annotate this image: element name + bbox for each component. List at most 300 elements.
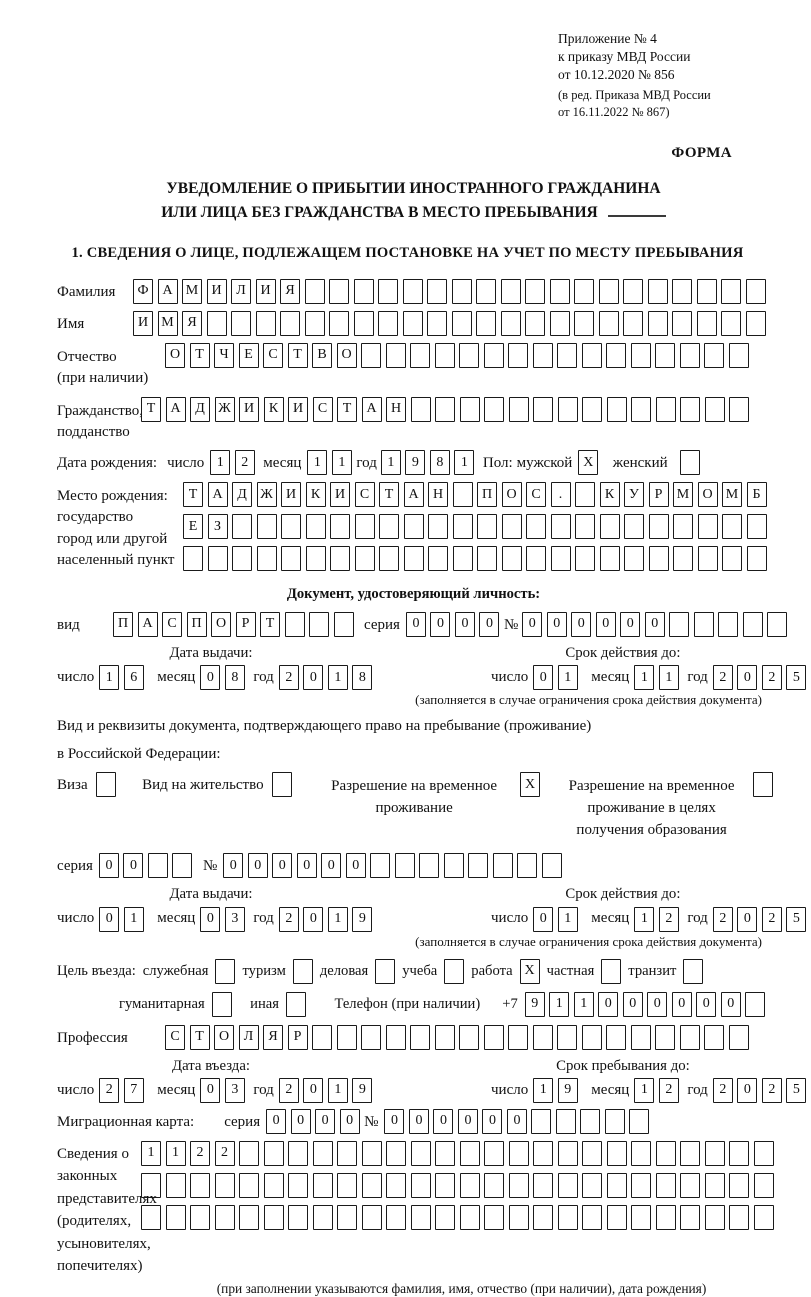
char-box xyxy=(649,514,669,539)
char-box: П xyxy=(187,612,207,637)
char-box: 0 xyxy=(647,992,667,1017)
char-box xyxy=(378,279,398,304)
char-box: 0 xyxy=(458,1109,478,1134)
char-box: Т xyxy=(190,1025,210,1050)
char-box: Е xyxy=(239,343,259,368)
month-label: месяц xyxy=(263,455,302,472)
birthplace-label-line4: населенный пункт xyxy=(57,551,175,568)
char-box xyxy=(721,279,741,304)
char-box xyxy=(280,311,300,336)
day-label: число xyxy=(57,1081,95,1098)
char-box: 1 xyxy=(549,992,569,1017)
char-box: Р xyxy=(236,612,256,637)
residence-valid-year-boxes xyxy=(713,907,811,932)
purpose-study-checkbox xyxy=(444,959,464,984)
char-box xyxy=(533,397,553,422)
char-box: 1 xyxy=(328,1078,348,1103)
char-box xyxy=(329,311,349,336)
char-box xyxy=(460,1173,480,1198)
char-box xyxy=(312,1025,332,1050)
identity-doc-heading: Документ, удостоверяющий личность: xyxy=(286,586,541,603)
char-box: 1 xyxy=(558,665,578,690)
char-box xyxy=(435,1205,455,1230)
char-box xyxy=(574,311,594,336)
char-box xyxy=(355,546,375,571)
char-box xyxy=(607,1141,627,1166)
char-box xyxy=(256,311,276,336)
char-box: 1 xyxy=(99,665,119,690)
char-box xyxy=(680,1025,700,1050)
char-box: 3 xyxy=(225,907,245,932)
purpose-private-checkbox xyxy=(601,959,621,984)
month-label: месяц xyxy=(157,910,196,927)
patronymic-boxes xyxy=(165,343,753,368)
stay-until-group xyxy=(425,1057,811,1103)
char-box xyxy=(655,343,675,368)
visa-check-item xyxy=(57,772,120,797)
char-box xyxy=(558,1141,578,1166)
char-box xyxy=(239,1173,259,1198)
char-box: 3 xyxy=(225,1078,245,1103)
char-box: П xyxy=(477,482,497,507)
issue-date-header: Дата выдачи: xyxy=(169,645,253,662)
char-box: 1 xyxy=(574,992,594,1017)
char-box: Ж xyxy=(215,397,235,422)
migration-card-row xyxy=(57,1109,770,1134)
char-box: 0 xyxy=(99,853,119,878)
identity-issue-group xyxy=(57,644,425,690)
residence-doc-section xyxy=(57,717,770,764)
char-box xyxy=(526,514,546,539)
char-box xyxy=(605,1109,625,1134)
char-box: И xyxy=(256,279,276,304)
char-box xyxy=(452,279,472,304)
char-box: 1 xyxy=(454,450,474,475)
char-box: 0 xyxy=(99,907,119,932)
temp-permit-edu-label: Разрешение на временное проживание в целях получения образования xyxy=(568,778,735,838)
char-box xyxy=(428,514,448,539)
char-box xyxy=(386,1025,406,1050)
char-box xyxy=(306,514,326,539)
char-box: И xyxy=(239,397,259,422)
char-box xyxy=(378,311,398,336)
char-box xyxy=(680,397,700,422)
char-box xyxy=(428,546,448,571)
citizenship-boxes xyxy=(141,397,754,422)
char-box xyxy=(533,1025,553,1050)
section1-heading: 1. СВЕДЕНИЯ О ЛИЦЕ, ПОДЛЕЖАЩЕМ ПОСТАНОВКЕ НА УЧЕТ ПО МЕСТУ ПРЕБЫВАНИЯ xyxy=(71,244,744,261)
char-box xyxy=(705,1173,725,1198)
appendix-line: от 10.12.2020 № 856 xyxy=(558,66,675,82)
char-box xyxy=(459,1025,479,1050)
char-box xyxy=(656,1173,676,1198)
char-box xyxy=(215,1205,235,1230)
char-box xyxy=(362,1173,382,1198)
representatives-boxes-block xyxy=(141,1141,778,1278)
char-box xyxy=(623,279,643,304)
char-box: Ф xyxy=(133,279,153,304)
char-box: . xyxy=(551,482,571,507)
char-box xyxy=(232,546,252,571)
char-box xyxy=(531,1109,551,1134)
number-sign: № xyxy=(202,858,218,875)
citizenship-label-line2: подданство xyxy=(57,423,130,440)
char-box xyxy=(427,311,447,336)
char-box: Ж xyxy=(257,482,277,507)
char-box xyxy=(272,772,292,797)
char-box xyxy=(631,343,651,368)
char-box xyxy=(435,1173,455,1198)
purpose-business-checkbox xyxy=(375,959,395,984)
birthplace-boxes-row2 xyxy=(183,514,771,539)
representatives-label-line: Сведения о xyxy=(57,1145,129,1162)
visa-checkbox xyxy=(96,772,121,797)
char-box xyxy=(215,1173,235,1198)
char-box xyxy=(508,1025,528,1050)
year-label: год xyxy=(253,910,274,927)
char-box: 2 xyxy=(235,450,255,475)
identity-valid-month-boxes xyxy=(634,665,683,690)
series-label: серия xyxy=(57,858,93,875)
char-box xyxy=(370,853,390,878)
char-box: 0 xyxy=(598,992,618,1017)
char-box xyxy=(743,612,763,637)
char-box xyxy=(288,1141,308,1166)
char-box xyxy=(330,546,350,571)
char-box xyxy=(747,514,767,539)
char-box xyxy=(281,514,301,539)
month-label: месяц xyxy=(157,669,196,686)
purpose-option-label: деловая xyxy=(319,962,369,979)
male-checkbox xyxy=(578,450,603,475)
char-box xyxy=(697,279,717,304)
char-box xyxy=(493,853,513,878)
doc-number-sign: № xyxy=(503,617,519,634)
char-box: И xyxy=(281,482,301,507)
char-box: И xyxy=(207,279,227,304)
char-box xyxy=(313,1173,333,1198)
residence-issue-month-boxes xyxy=(200,907,249,932)
char-box: И xyxy=(288,397,308,422)
purpose-option-label: частная xyxy=(546,962,595,979)
char-box: С xyxy=(526,482,546,507)
char-box xyxy=(306,546,326,571)
char-box xyxy=(533,343,553,368)
char-box xyxy=(411,1205,431,1230)
char-box: 9 xyxy=(525,992,545,1017)
char-box xyxy=(313,1205,333,1230)
entry-date-header: Дата въезда: xyxy=(172,1057,250,1074)
char-box: 0 xyxy=(303,907,323,932)
char-box xyxy=(767,612,787,637)
char-box xyxy=(624,546,644,571)
char-box xyxy=(721,311,741,336)
char-box: Р xyxy=(649,482,669,507)
char-box xyxy=(747,546,767,571)
surname-row xyxy=(57,279,770,304)
temp-permit-checkbox xyxy=(520,772,545,797)
char-box xyxy=(207,311,227,336)
char-box: 0 xyxy=(433,1109,453,1134)
char-box xyxy=(435,343,455,368)
char-box: В xyxy=(312,343,332,368)
char-box xyxy=(232,514,252,539)
char-box xyxy=(190,1173,210,1198)
char-box xyxy=(288,1173,308,1198)
citizenship-label-line1: Гражданство, xyxy=(57,402,144,419)
char-box xyxy=(607,397,627,422)
char-box xyxy=(580,1109,600,1134)
char-box: 0 xyxy=(291,1109,311,1134)
residence-series-boxes xyxy=(99,853,197,878)
char-box xyxy=(600,546,620,571)
doc-number-boxes xyxy=(522,612,792,637)
char-box: 0 xyxy=(315,1109,335,1134)
temp-permit-edu-checkbox xyxy=(753,772,778,797)
char-box: 1 xyxy=(210,450,230,475)
char-box: 2 xyxy=(279,1078,299,1103)
birthplace-label-line1: Место рождения: xyxy=(57,488,168,505)
number-sign: № xyxy=(364,1113,379,1130)
representatives-note: (при заполнении указываются фамилия, имя, отчество (при наличии), дата рождения) xyxy=(216,1280,707,1296)
purpose-label: Цель въезда: xyxy=(57,962,136,979)
char-box xyxy=(582,1025,602,1050)
char-box xyxy=(313,1141,333,1166)
residence-valid-month-boxes xyxy=(634,907,683,932)
residence-valid-day-boxes xyxy=(533,907,582,932)
char-box xyxy=(141,1205,161,1230)
citizenship-row xyxy=(57,397,770,444)
purpose-option-label: транзит xyxy=(628,962,677,979)
month-label: месяц xyxy=(591,910,630,927)
char-box xyxy=(484,1173,504,1198)
char-box xyxy=(362,1141,382,1166)
char-box xyxy=(525,279,545,304)
char-box xyxy=(484,1141,504,1166)
char-box xyxy=(672,279,692,304)
char-box: 2 xyxy=(762,665,782,690)
char-box: К xyxy=(264,397,284,422)
valid-until-header: Срок действия до: xyxy=(565,645,681,662)
char-box: 0 xyxy=(409,1109,429,1134)
doc-series-boxes xyxy=(406,612,504,637)
char-box: О xyxy=(698,482,718,507)
char-box xyxy=(631,1025,651,1050)
char-box xyxy=(533,1173,553,1198)
purpose-tourism-checkbox xyxy=(293,959,313,984)
validity-note: (заполняется в случае ограничения срока действия документа) xyxy=(415,933,762,949)
char-box xyxy=(476,311,496,336)
char-box: 9 xyxy=(352,1078,372,1103)
char-box: 2 xyxy=(279,907,299,932)
doc-type-label: вид xyxy=(57,617,80,634)
representatives-label-line: (родителях, xyxy=(57,1213,132,1230)
phone-prefix: +7 xyxy=(502,995,518,1012)
char-box: 0 xyxy=(533,907,553,932)
stay-month-boxes xyxy=(634,1078,683,1103)
char-box xyxy=(386,1205,406,1230)
birth-month-boxes xyxy=(307,450,356,475)
char-box: 0 xyxy=(321,853,341,878)
day-label: число xyxy=(57,669,95,686)
char-box: С xyxy=(162,612,182,637)
entry-year-boxes xyxy=(279,1078,377,1103)
representatives-boxes-row3 xyxy=(141,1205,778,1230)
char-box xyxy=(215,959,235,984)
residence-doc-dates xyxy=(57,885,800,931)
birthplace-boxes-row1 xyxy=(183,482,771,507)
char-box: 0 xyxy=(430,612,450,637)
char-box xyxy=(575,514,595,539)
char-box: X xyxy=(578,450,598,475)
char-box xyxy=(655,1025,675,1050)
char-box xyxy=(722,514,742,539)
migration-series-boxes xyxy=(266,1109,364,1134)
char-box: 1 xyxy=(634,907,654,932)
char-box xyxy=(208,546,228,571)
char-box xyxy=(533,1205,553,1230)
char-box xyxy=(386,1173,406,1198)
residence-valid-group xyxy=(425,885,811,931)
char-box xyxy=(361,343,381,368)
char-box xyxy=(476,279,496,304)
char-box xyxy=(453,546,473,571)
char-box xyxy=(517,853,537,878)
char-box xyxy=(484,397,504,422)
char-box: 0 xyxy=(346,853,366,878)
char-box xyxy=(411,1173,431,1198)
char-box: Т xyxy=(183,482,203,507)
profession-row xyxy=(57,1025,770,1050)
char-box xyxy=(607,1205,627,1230)
char-box xyxy=(239,1141,259,1166)
char-box: 0 xyxy=(303,1078,323,1103)
char-box: 1 xyxy=(659,665,679,690)
residence-doc-line1: Вид и реквизиты документа, подтверждающего право на пребывание (проживание) xyxy=(57,718,592,735)
char-box xyxy=(231,311,251,336)
char-box xyxy=(355,514,375,539)
char-box: Л xyxy=(231,279,251,304)
visa-label: Виза xyxy=(57,777,88,794)
char-box xyxy=(329,279,349,304)
patronymic-label xyxy=(57,343,165,390)
residence-doc-line2: в Российской Федерации: xyxy=(57,745,221,762)
char-box: 1 xyxy=(332,450,352,475)
form-marker: ФОРМА xyxy=(671,144,732,161)
char-box xyxy=(501,311,521,336)
char-box xyxy=(606,343,626,368)
birthdate-row xyxy=(57,450,770,475)
purpose-option-label: туризм xyxy=(242,962,286,979)
char-box: С xyxy=(165,1025,185,1050)
char-box: Я xyxy=(263,1025,283,1050)
char-box xyxy=(631,1205,651,1230)
char-box xyxy=(403,311,423,336)
year-label: год xyxy=(687,910,708,927)
char-box: 1 xyxy=(141,1141,161,1166)
char-box xyxy=(502,514,522,539)
char-box xyxy=(509,397,529,422)
char-box: 0 xyxy=(737,907,757,932)
char-box xyxy=(683,959,703,984)
char-box xyxy=(601,959,621,984)
char-box xyxy=(745,992,765,1017)
char-box xyxy=(648,279,668,304)
char-box: А xyxy=(362,397,382,422)
char-box: 1 xyxy=(634,1078,654,1103)
female-label: женский xyxy=(612,455,668,472)
char-box: У xyxy=(624,482,644,507)
char-box xyxy=(183,546,203,571)
representatives-label-line: усыновителях, xyxy=(57,1235,151,1252)
residence-number-boxes xyxy=(223,853,566,878)
char-box xyxy=(680,1173,700,1198)
char-box xyxy=(337,1025,357,1050)
char-box: 0 xyxy=(303,665,323,690)
birthplace-boxes-block xyxy=(183,482,771,578)
char-box: Я xyxy=(280,279,300,304)
char-box xyxy=(672,311,692,336)
appendix-line: к приказу МВД России xyxy=(558,48,691,64)
char-box: 0 xyxy=(623,992,643,1017)
representatives-row xyxy=(57,1141,770,1278)
char-box: А xyxy=(208,482,228,507)
char-box: 2 xyxy=(713,1078,733,1103)
validity-note: (заполняется в случае ограничения срока действия документа) xyxy=(415,692,762,708)
char-box xyxy=(435,1025,455,1050)
char-box xyxy=(542,853,562,878)
name-label: Имя xyxy=(57,315,85,332)
char-box xyxy=(558,1173,578,1198)
valid-until-header: Срок действия до: xyxy=(565,886,681,903)
char-box: П xyxy=(113,612,133,637)
char-box xyxy=(459,343,479,368)
char-box xyxy=(257,546,277,571)
char-box xyxy=(673,546,693,571)
temp-permit-check-item xyxy=(316,772,545,820)
char-box xyxy=(754,1205,774,1230)
char-box: 0 xyxy=(455,612,475,637)
char-box xyxy=(558,1205,578,1230)
char-box xyxy=(631,397,651,422)
char-box xyxy=(410,1025,430,1050)
char-box: 0 xyxy=(571,612,591,637)
char-box xyxy=(680,343,700,368)
char-box xyxy=(141,1173,161,1198)
char-box xyxy=(419,853,439,878)
identity-valid-year-boxes xyxy=(713,665,811,690)
char-box: 0 xyxy=(620,612,640,637)
char-box xyxy=(285,612,305,637)
char-box: 6 xyxy=(124,665,144,690)
year-label: год xyxy=(253,1081,274,1098)
char-box: 0 xyxy=(721,992,741,1017)
char-box xyxy=(502,546,522,571)
char-box xyxy=(477,546,497,571)
char-box xyxy=(337,1173,357,1198)
char-box xyxy=(435,397,455,422)
birthplace-label xyxy=(57,482,183,571)
char-box xyxy=(375,959,395,984)
char-box: 0 xyxy=(340,1109,360,1134)
char-box xyxy=(705,397,725,422)
char-box xyxy=(551,514,571,539)
char-box xyxy=(379,514,399,539)
char-box: О xyxy=(337,343,357,368)
char-box: Ч xyxy=(214,343,234,368)
char-box: 0 xyxy=(533,665,553,690)
purpose-option-label: учеба xyxy=(402,962,438,979)
